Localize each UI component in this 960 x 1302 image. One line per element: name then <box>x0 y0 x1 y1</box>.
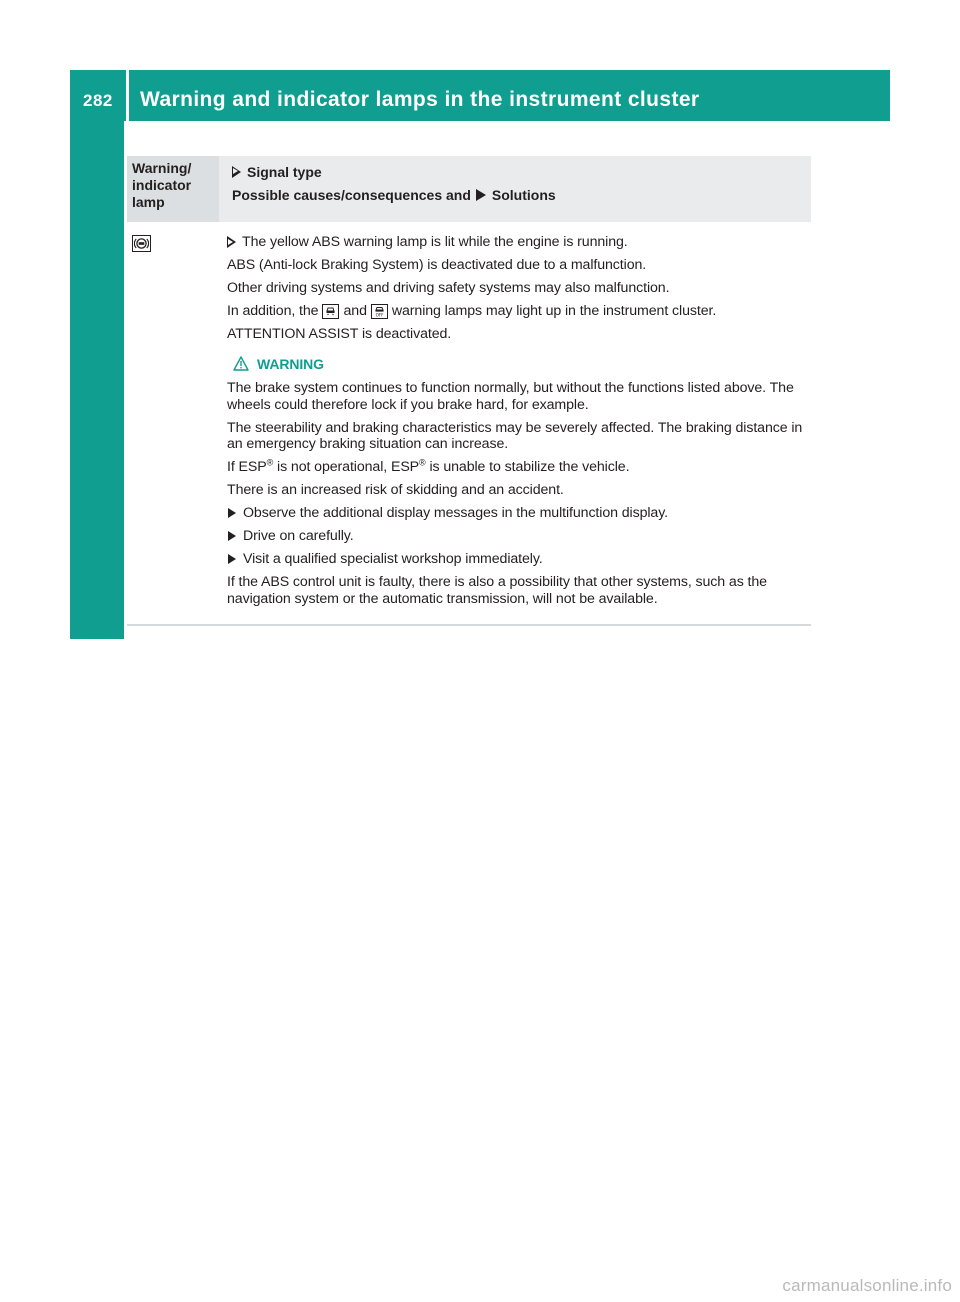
cause-text: ATTENTION ASSIST is deactivated. <box>227 326 452 342</box>
table-row <box>127 222 811 626</box>
cause-text-part: and <box>343 303 367 319</box>
watermark: carmanualsonline.info <box>782 1276 952 1295</box>
warning-text-part: If ESP <box>227 459 267 475</box>
warning-triangle-icon <box>233 356 249 371</box>
signal-text: The yellow ABS warning lamp is lit while the engine is running. <box>242 234 628 250</box>
page-title: Warning and indicator lamps in the instrument cluster <box>140 88 700 111</box>
header-lamp-line: lamp <box>132 194 165 210</box>
action-step <box>227 505 811 522</box>
warning-text <box>227 459 811 476</box>
action-arrow-icon <box>228 508 236 518</box>
registered-mark: ® <box>419 457 426 468</box>
warning-text: The brake system continues to function normally, but without the functions listed above. The wheels could therefore lock if you brake hard, for example. <box>227 380 794 413</box>
header-lamp-line: indicator <box>132 177 192 193</box>
signal-description <box>227 234 811 251</box>
warning-text: There is an increased risk of skidding and an accident. <box>227 482 564 498</box>
cause-text-part: In addition, the <box>227 303 319 319</box>
header-bar <box>70 70 890 121</box>
cause-text <box>227 303 811 320</box>
section-label: On-board computer and displays <box>84 249 107 588</box>
registered-mark: ® <box>266 457 274 468</box>
action-text: Drive on carefully. <box>243 528 354 544</box>
lamp-cell <box>127 222 219 614</box>
header-causes: Possible causes/consequences and <box>232 187 471 203</box>
header-signal-column <box>219 156 811 222</box>
warning-text-part: is unable to stabilize the vehicle. <box>429 459 630 475</box>
header-solutions: Solutions <box>491 187 556 203</box>
signal-type-icon <box>232 166 241 178</box>
action-step <box>227 551 811 568</box>
action-arrow-icon <box>228 554 236 564</box>
header-divider <box>126 70 129 121</box>
solution-arrow-icon <box>476 189 486 201</box>
page-number: 282 <box>83 91 113 110</box>
final-note: If the ABS control unit is faulty, there is also a possibility that other systems, such as the navigation system or the automatic transmission, will not be available. <box>227 574 767 607</box>
warning-text-part: is not operational, ESP <box>277 459 420 475</box>
cause-text: Other driving systems and driving safety systems may also malfunction. <box>227 280 670 296</box>
cause-text: ABS (Anti-lock Braking System) is deactivated due to a malfunction. <box>227 257 647 273</box>
table-header <box>127 156 811 222</box>
warning-heading <box>233 356 811 373</box>
brake-warning-icon <box>322 304 339 319</box>
header-signal-type: Signal type <box>247 164 322 180</box>
cause-text-part: warning lamps may light up in the instrument cluster. <box>391 303 717 319</box>
action-text: Observe the additional display messages in the multifunction display. <box>243 505 669 521</box>
svg-text:OFF: OFF <box>375 312 384 317</box>
description-cell <box>219 222 811 614</box>
signal-type-icon <box>227 236 236 248</box>
warning-text: The steerability and braking characteristics may be severely affected. The braking distance in an emergency braking situation can increase. <box>227 419 803 452</box>
header-lamp-column <box>127 156 219 222</box>
warning-lamp-table <box>127 156 811 626</box>
abs-warning-icon <box>132 235 151 252</box>
esp-off-warning-icon <box>371 304 388 319</box>
warning-heading-text: WARNING <box>257 355 324 372</box>
action-text: Visit a qualified specialist workshop immediately. <box>243 551 543 567</box>
action-step <box>227 528 811 545</box>
header-lamp-line: Warning/ <box>132 160 192 176</box>
action-arrow-icon <box>228 531 236 541</box>
